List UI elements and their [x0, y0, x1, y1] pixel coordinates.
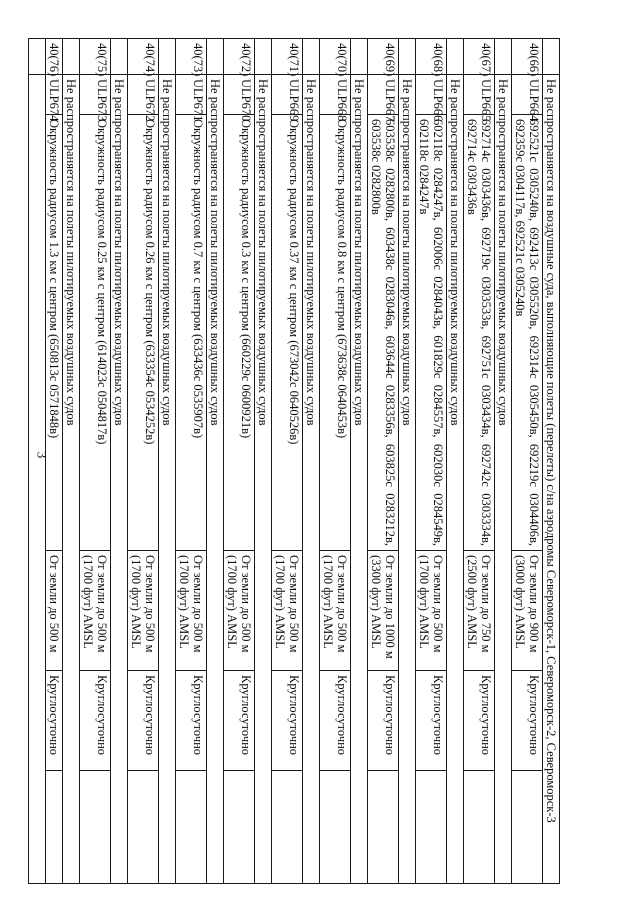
row-index: 40(68)	[416, 39, 447, 75]
table-row	[128, 39, 159, 884]
operating-time: Круглосуточно	[464, 671, 495, 771]
row-spacer	[272, 771, 303, 884]
table-row	[272, 39, 303, 884]
note-row	[303, 39, 320, 884]
operating-time: Круглосуточно	[368, 671, 399, 771]
row-spacer	[512, 771, 543, 884]
table-row	[368, 39, 399, 884]
restricted-zones-table	[28, 38, 560, 884]
altitude-limits: От земли до 1000 м (3300 фут) AMSL	[368, 551, 399, 671]
zone-code: ULP673	[80, 75, 111, 115]
note-spacer	[29, 39, 46, 75]
zone-code: ULP671	[176, 75, 207, 115]
operating-time: Круглосуточно	[46, 671, 63, 771]
altitude-limits: От земли до 500 м (1700 фут) AMSL	[176, 551, 207, 671]
note-text: Не распространяется на полеты пилотируемых воздушных судов	[303, 75, 320, 884]
note-text: Не распространяется на полеты пилотируемых воздушных судов	[447, 75, 464, 884]
operating-time: Круглосуточно	[320, 671, 351, 771]
table-row	[176, 39, 207, 884]
note-text: Не распространяется на полеты пилотируемых воздушных судов	[63, 75, 80, 884]
table-row	[46, 39, 63, 884]
row-spacer	[80, 771, 111, 884]
note-spacer	[351, 39, 368, 75]
table-row	[464, 39, 495, 884]
zone-coordinates: Окружность радиусом 0.8 км с центром (673638с 0640453в)	[320, 115, 351, 551]
note-row	[447, 39, 464, 884]
altitude-limits: От земли до 500 м (1700 фут) AMSL	[320, 551, 351, 671]
operating-time: Круглосуточно	[176, 671, 207, 771]
row-index: 40(69)	[368, 39, 399, 75]
altitude-limits: От земли до 500 м (1700 фут) AMSL	[128, 551, 159, 671]
row-index: 40(74)	[128, 39, 159, 75]
zone-coordinates: Окружность радиусом 0.26 км с центром (633354с 0534252в)	[128, 115, 159, 551]
note-text: Не распространяется на полеты пилотируемых воздушных судов	[111, 75, 128, 884]
note-text: Не распространяется на полеты пилотируемых воздушных судов	[351, 75, 368, 884]
note-spacer	[63, 39, 80, 75]
note-spacer	[111, 39, 128, 75]
table-row	[320, 39, 351, 884]
note-text: Не распространяется на полеты пилотируемых воздушных судов	[159, 75, 176, 884]
row-index: 40(67)	[464, 39, 495, 75]
zone-coordinates: 692714с 0303436в, 692719с 0303533в, 692751с 0303434в, 692742с 0303334в, 692714с 0303436в	[464, 115, 495, 551]
altitude-limits: От земли до 900 м (3000 фут) AMSL	[512, 551, 543, 671]
note-row	[399, 39, 416, 884]
altitude-limits: От земли до 500 м (1700 фут) AMSL	[224, 551, 255, 671]
row-index: 40(70)	[320, 39, 351, 75]
altitude-limits: От земли до 750 м (2500 фут) AMSL	[464, 551, 495, 671]
row-spacer	[46, 771, 63, 884]
table-row	[512, 39, 543, 884]
operating-time: Круглосуточно	[512, 671, 543, 771]
zone-code: ULP664	[512, 75, 543, 115]
row-spacer	[176, 771, 207, 884]
note-spacer	[255, 39, 272, 75]
note-text	[29, 75, 46, 884]
note-row	[29, 39, 46, 884]
row-index: 40(75)	[80, 39, 111, 75]
note-spacer	[207, 39, 224, 75]
operating-time: Круглосуточно	[416, 671, 447, 771]
zone-code: ULP667	[368, 75, 399, 115]
row-spacer	[368, 771, 399, 884]
note-row	[495, 39, 512, 884]
zone-coordinates: 602118с 0284247в, 602006с 0284043в, 601829с 0284557в, 602030с 0284549в, 602118с 0284247в	[416, 115, 447, 551]
note-spacer	[399, 39, 416, 75]
zone-code: ULP672	[128, 75, 159, 115]
note-row	[111, 39, 128, 884]
row-spacer	[320, 771, 351, 884]
zone-coordinates: Окружность радиусом 0.25 км с центром (614023с 0504817в)	[80, 115, 111, 551]
zone-code: ULP674	[46, 75, 63, 115]
zone-code: ULP666	[416, 75, 447, 115]
zone-code: ULP665	[464, 75, 495, 115]
zone-coordinates: 692521с 0305240в, 692413с 0305520в, 692314с 0305450в, 692219с 0304406в, 692359с 0304117в, 692521с 0305240в	[512, 115, 543, 551]
note-text: Не распространяется на полеты пилотируемых воздушных судов	[255, 75, 272, 884]
table-row	[416, 39, 447, 884]
note-spacer	[495, 39, 512, 75]
operating-time: Круглосуточно	[128, 671, 159, 771]
row-index: 40(72)	[224, 39, 255, 75]
operating-time: Круглосуточно	[80, 671, 111, 771]
note-text: Не распространяется на полеты пилотируемых воздушных судов	[207, 75, 224, 884]
zone-code: ULP670	[224, 75, 255, 115]
operating-time: Круглосуточно	[272, 671, 303, 771]
operating-time: Круглосуточно	[224, 671, 255, 771]
row-spacer	[416, 771, 447, 884]
row-index: 40(66)	[512, 39, 543, 75]
row-spacer	[464, 771, 495, 884]
rotated-page	[40, 38, 560, 883]
altitude-limits: От земли до 500 м	[46, 551, 63, 671]
note-row	[159, 39, 176, 884]
zone-coordinates: Окружность радиусом 1.3 км с центром (650813с 0571848в)	[46, 115, 63, 551]
row-index: 40(76)	[46, 39, 63, 75]
note-text: Не распространяется на полеты пилотируемых воздушных судов	[399, 75, 416, 884]
zone-code: ULP669	[272, 75, 303, 115]
note-spacer	[447, 39, 464, 75]
altitude-limits: От земли до 500 м (1700 фут) AMSL	[80, 551, 111, 671]
note-spacer	[303, 39, 320, 75]
row-index: 40(71)	[272, 39, 303, 75]
note-row	[207, 39, 224, 884]
zone-coordinates: Окружность радиусом 0.7 км с центром (633436с 0535907в)	[176, 115, 207, 551]
header-spacer	[543, 39, 560, 75]
row-spacer	[128, 771, 159, 884]
altitude-limits: От земли до 500 м (1700 фут) AMSL	[272, 551, 303, 671]
row-index: 40(73)	[176, 39, 207, 75]
note-row	[351, 39, 368, 884]
note-spacer	[159, 39, 176, 75]
header-row	[543, 39, 560, 884]
note-row	[255, 39, 272, 884]
page-number: 3	[34, 451, 50, 459]
row-spacer	[224, 771, 255, 884]
note-text: Не распространяется на полеты пилотируемых воздушных судов	[495, 75, 512, 884]
note-row	[63, 39, 80, 884]
zone-coordinates: Окружность радиусом 0.3 км с центром (660229с 0600921в)	[224, 115, 255, 551]
table-row	[224, 39, 255, 884]
altitude-limits: От земли до 500 м (1700 фут) AMSL	[416, 551, 447, 671]
table-row	[80, 39, 111, 884]
zone-code: ULP668	[320, 75, 351, 115]
header-text: Не распространяется на воздушные суда, выполняющие полеты (перелеты) с/на аэродромы Североморск-1, Североморск-2, Североморск-3	[543, 75, 560, 884]
zone-coordinates: Окружность радиусом 0.37 км с центром (673042с 0640526в)	[272, 115, 303, 551]
zone-coordinates: 603538с 0282800в, 603438с 0283046в, 603644с 0283356в, 603825с 0283212в, 603538с 0282800в	[368, 115, 399, 551]
